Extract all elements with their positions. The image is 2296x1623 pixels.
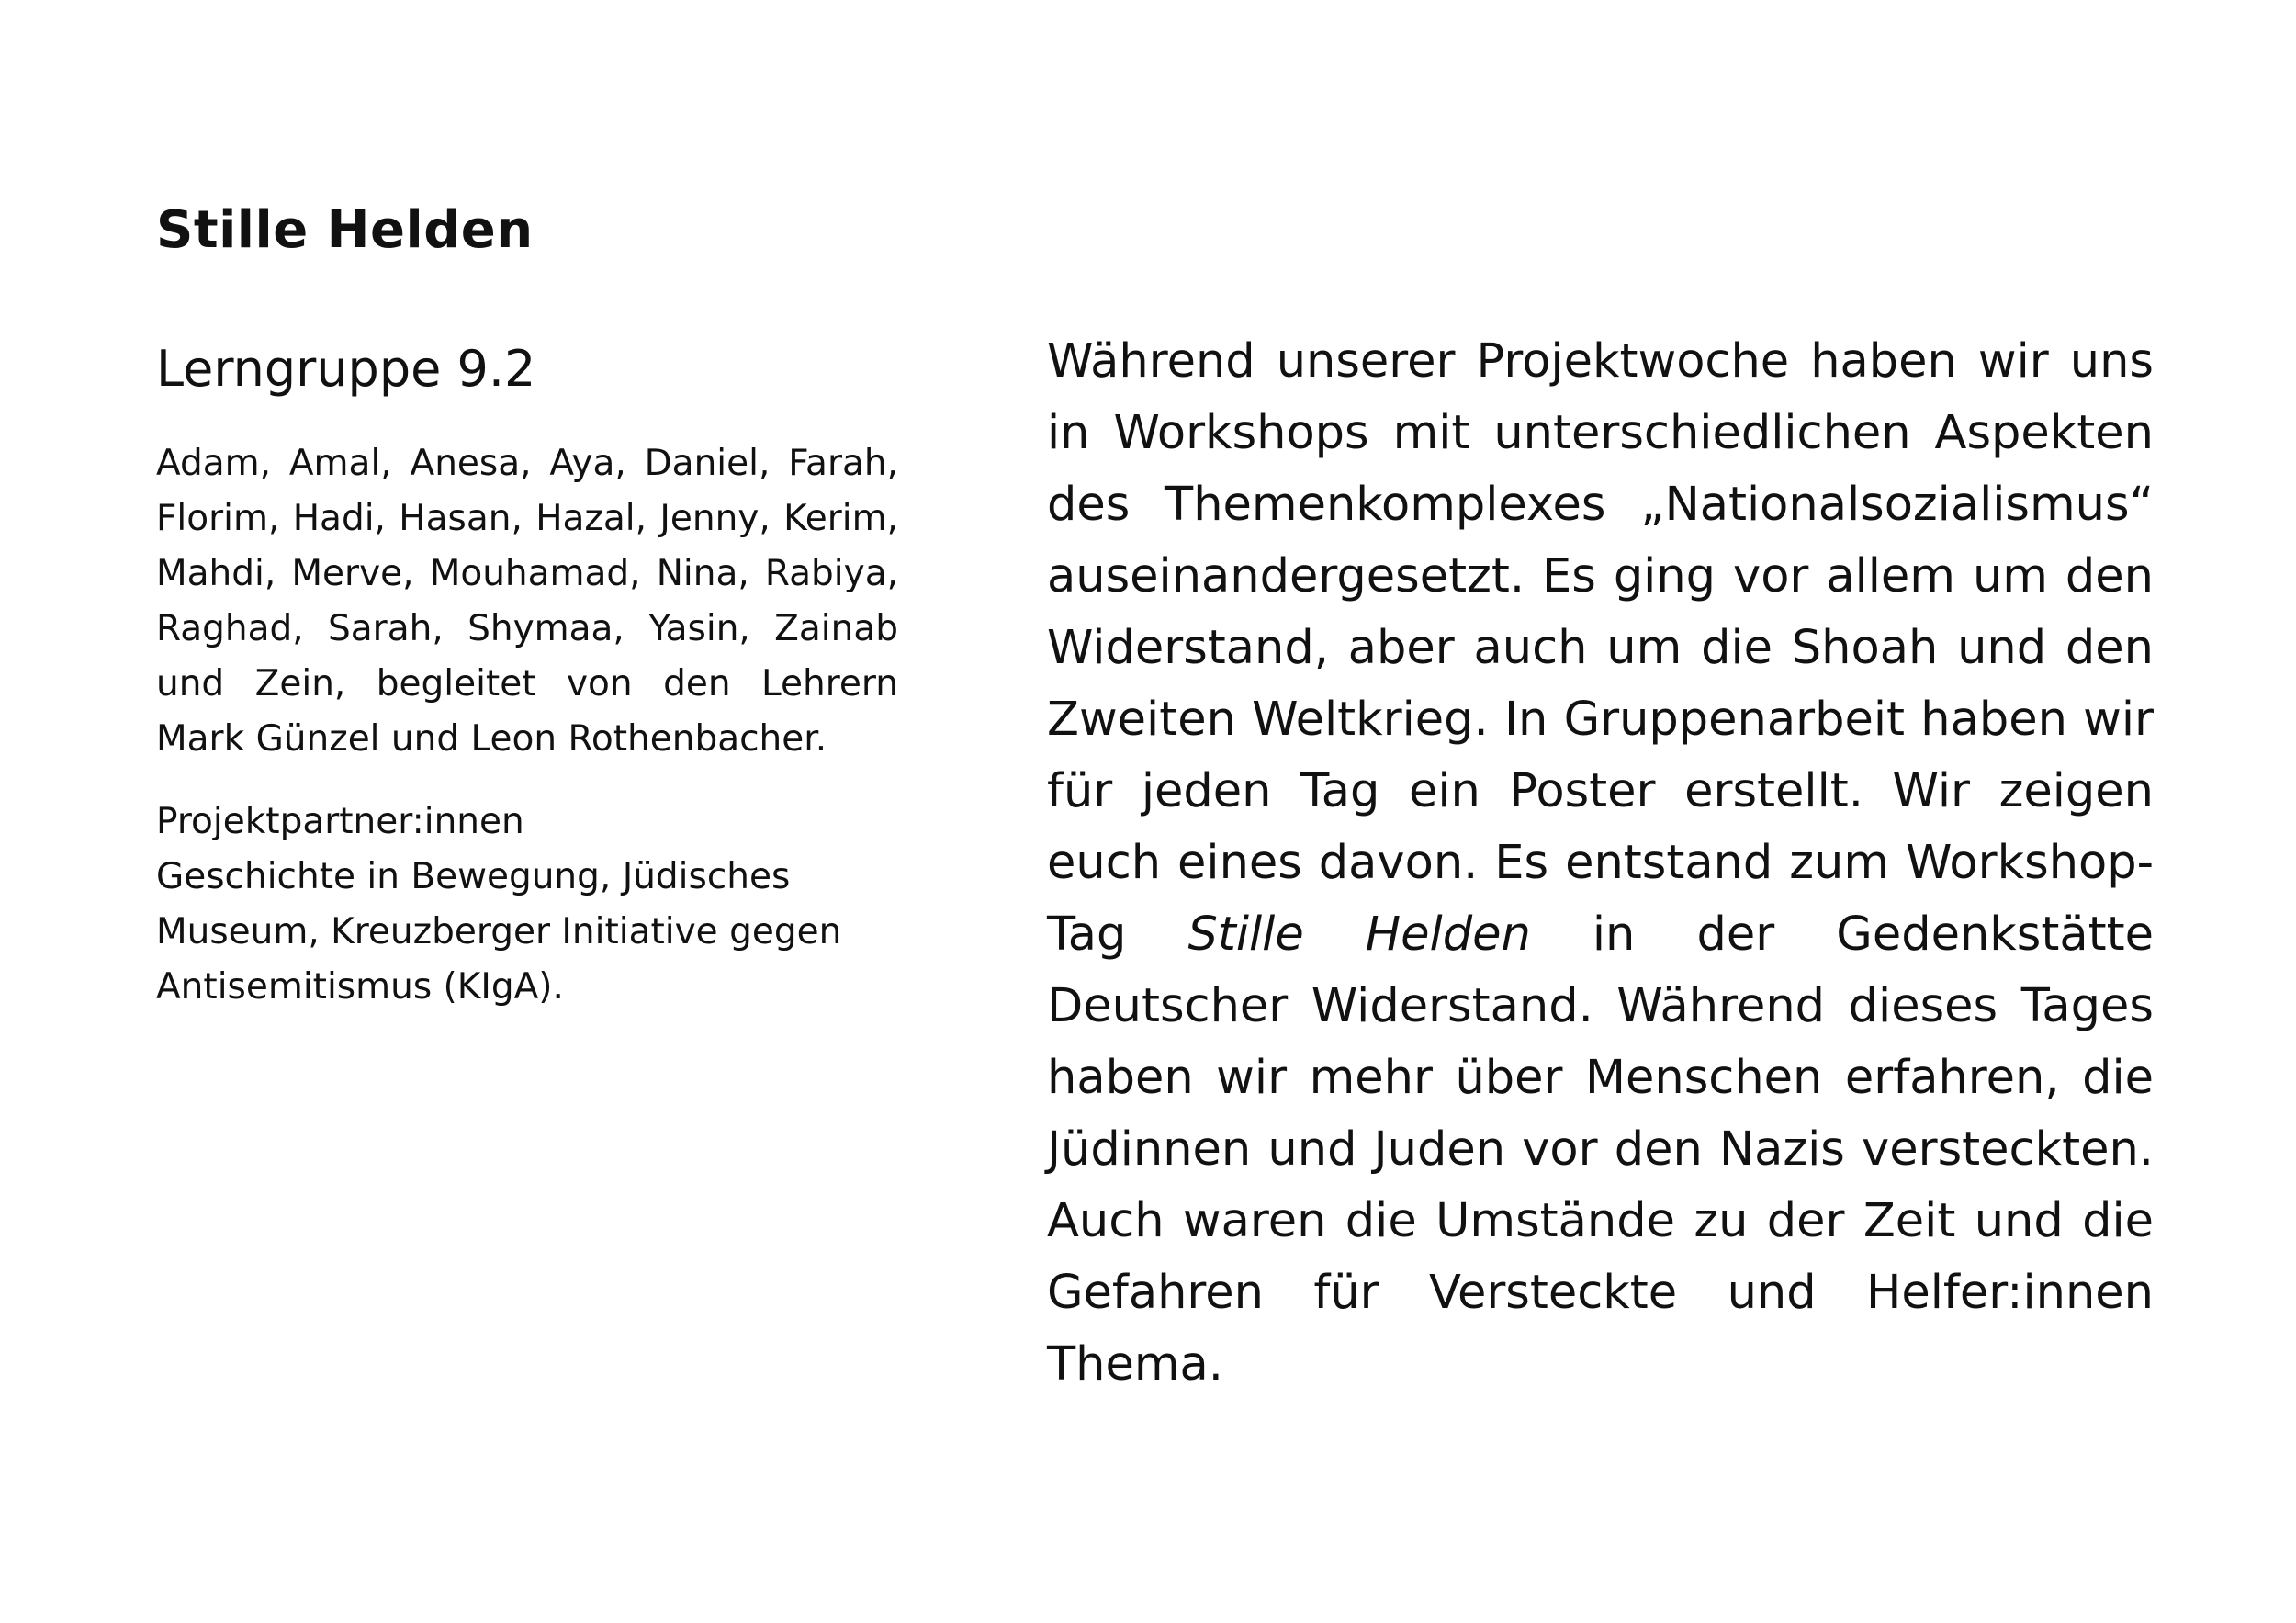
description-part-1: Während unserer Projektwoche haben wir uns in Workshops mit unterschiedlichen Aspekten des Themenkomplexes „Nationalsozialismus“ auseinandergesetzt. Es ging vor allem um den Widerstand, aber auch um die Shoah und den Zweiten Weltkrieg. In Gruppenarbeit haben wir für jeden Tag ein Poster erstellt. Wir zeigen euch eines davon. Es entstand zum Workshop-Tag	[1047, 334, 2154, 962]
group-title: Lerngruppe 9.2	[156, 340, 536, 398]
group-info	[156, 340, 898, 1015]
partners-heading: Projektpartner:innen	[156, 800, 524, 842]
partners-list: Geschichte in Bewegung, Jüdisches Museum, Kreuzberger Initiative gegen Antisemitismus (KIgA).	[156, 855, 842, 1008]
participant-names: Adam, Amal, Anesa, Aya, Daniel, Farah, Florim, Hadi, Hasan, Hazal, Jenny, Kerim, Mahdi, Merve, Mouhamad, Nina, Rabiya, Raghad, Sarah, Shymaa, Yasin, Zainab und Zein, begleitet von den Lehrern Mark Günzel und Leon Rothenbacher.	[156, 442, 898, 760]
description-part-2: in der Gedenkstätte Deutscher Widerstand. Während dieses Tages haben wir mehr über Menschen erfahren, die Jüdinnen und Juden vor den Nazis versteckten. Auch waren die Umstände zu der Zeit und die Gefahren für Versteckte und Helfer:innen Thema.	[1047, 907, 2154, 1392]
project-description	[1047, 326, 2154, 1401]
workshop-title-emphasis: Stille Helden	[1187, 907, 1531, 962]
page-title: Stille Helden	[156, 200, 534, 260]
